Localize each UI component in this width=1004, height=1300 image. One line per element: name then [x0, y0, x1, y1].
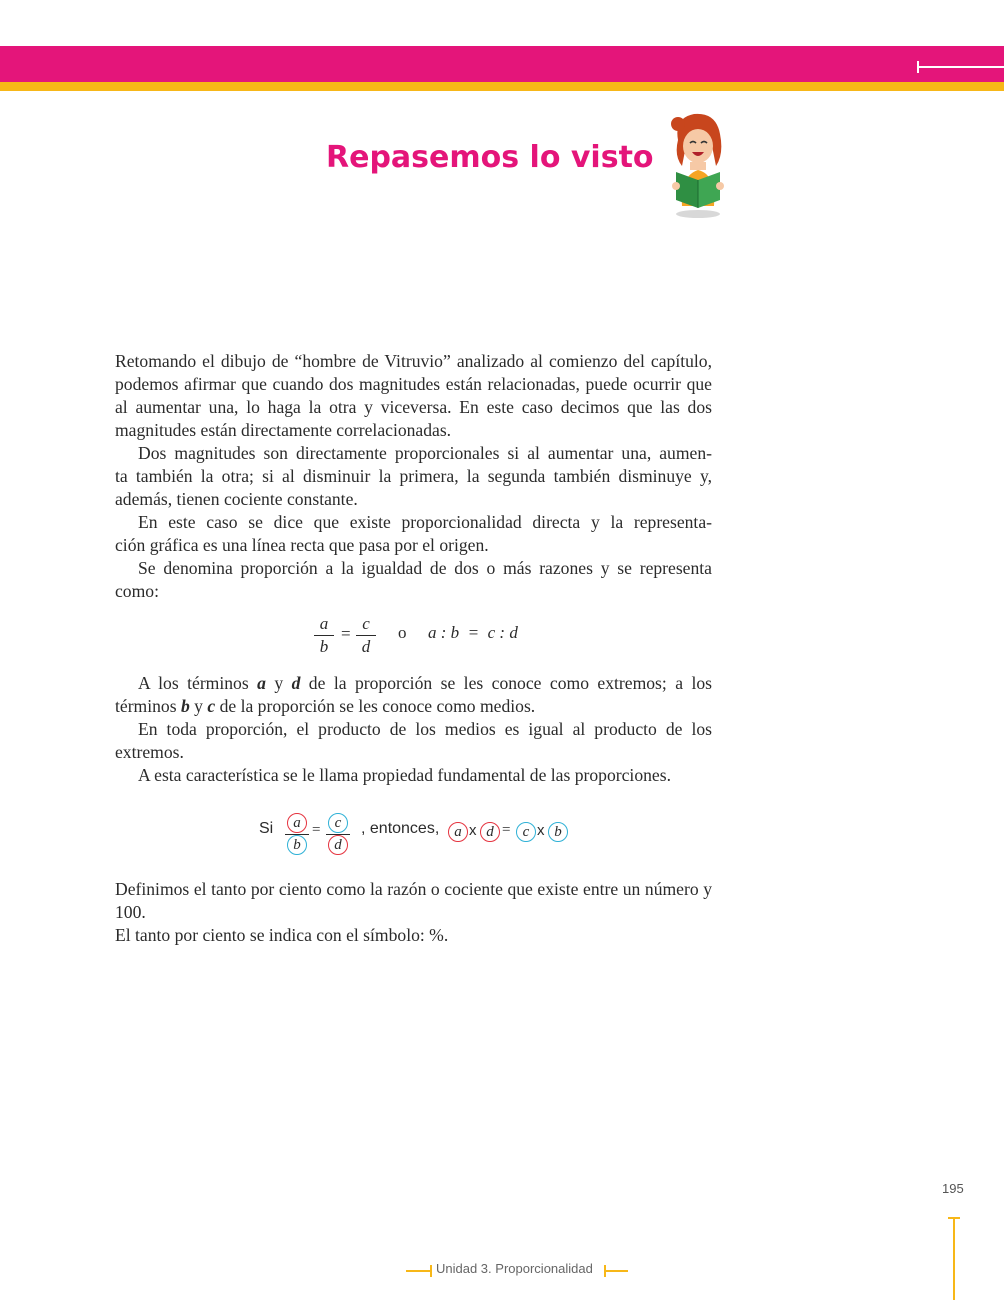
- text-run: A los términos: [138, 673, 258, 693]
- circle-c-blue: c: [516, 822, 536, 842]
- text-run: y: [189, 696, 208, 716]
- times-sign: x: [469, 822, 477, 839]
- footer: [404, 1260, 630, 1280]
- circle-b-blue: b: [548, 822, 568, 842]
- circle-d-red: d: [328, 835, 348, 855]
- terms-text: [115, 672, 712, 787]
- footer-line-left: [406, 1270, 430, 1272]
- paragraph-terminos: [115, 672, 712, 718]
- header-band-yellow: [0, 82, 1004, 91]
- fraction-bar: [356, 635, 376, 636]
- colon-proportion: a : b = c : d: [428, 623, 518, 642]
- term-a: a: [257, 673, 266, 693]
- header-band-tick: [917, 61, 919, 73]
- paragraph-propiedad: A esta característica se le llama propiedad fundamental de las proporciones.: [138, 765, 671, 785]
- paragraph-tanto-por-ciento: Definimos el tanto por ciento como la razón o cociente que existe entre un número y 100.: [115, 879, 712, 922]
- footer-line-right: [604, 1270, 628, 1272]
- proportion-formula: [310, 612, 570, 658]
- term-d: d: [291, 673, 301, 693]
- paragraph-producto: En toda proporción, el producto de los medios es igual al producto de los extremos.: [115, 719, 712, 762]
- paragraph-simbolo: El tanto por ciento se indica con el símbolo: %.: [115, 925, 449, 945]
- equals-sign: =: [341, 624, 351, 643]
- paragraph-proporcionalidad-2: ción gráfica es una línea recta que pasa por el origen.: [115, 535, 489, 555]
- circle-c-blue: c: [328, 813, 348, 833]
- header-band-line: [918, 66, 1004, 68]
- footer-label: [436, 1261, 593, 1276]
- fraction-numerator-c: c: [362, 614, 370, 633]
- paragraph-directas-2: ta también la otra; si al disminuir la primera, la segunda también disminuye y, además, tienen cociente constante.: [115, 466, 712, 509]
- footer-tick-left: [430, 1265, 432, 1277]
- equals-sign: =: [312, 822, 321, 838]
- text-run: y: [265, 673, 292, 693]
- fraction-denominator-b: b: [319, 637, 329, 656]
- circle-a-red: a: [448, 822, 468, 842]
- circle-a-red: a: [287, 813, 307, 833]
- girl-reading-book-icon: [660, 110, 730, 220]
- page-title: Repasemos lo visto: [326, 140, 654, 175]
- intro-text: [115, 350, 712, 603]
- times-sign: x: [537, 822, 545, 839]
- page-number: 195: [942, 1181, 964, 1196]
- circle-b-blue: b: [287, 835, 307, 855]
- fraction-c-d: [356, 614, 376, 657]
- text-run: de la proporción se les conoce como extremos; a los términos: [115, 673, 712, 716]
- footer-unit: Unidad 3.: [436, 1261, 492, 1276]
- term-b: b: [180, 696, 190, 716]
- equals-sign: =: [502, 822, 511, 838]
- header-band-pink: [0, 46, 1004, 82]
- paragraph-vitruvio: Retomando el dibujo de “hombre de Vitruvio” analizado al comienzo del capítulo, podemos afirmar que cuando dos magnitudes están relacionadas, puede ocurrir que al aumentar una, lo haga la otra y viceversa. En este caso decimos que las dos magnitudes están directamente correlacionadas.: [115, 351, 712, 440]
- or-word: o: [398, 623, 407, 642]
- fraction-bar: [314, 635, 334, 636]
- entonces-label: , entonces,: [361, 820, 440, 837]
- fraction-bar: [285, 834, 309, 835]
- fraction-bar: [326, 834, 350, 835]
- paragraph-directas-1: Dos magnitudes son directamente proporcionales si al aumentar una, aumen-: [138, 443, 712, 463]
- footer-topic: Proporcionalidad: [495, 1261, 593, 1276]
- term-c: c: [207, 696, 216, 716]
- text-run: de la proporción se les conoce como medios.: [215, 696, 536, 716]
- circle-d-red: d: [480, 822, 500, 842]
- fraction-a-b: [314, 614, 334, 657]
- si-label: Si: [259, 820, 274, 837]
- fraction-numerator-a: a: [319, 614, 329, 633]
- fraction-denominator-d: d: [361, 637, 371, 656]
- paragraph-proporcion: Se denomina proporción a la igualdad de dos o más razones y se representa como:: [115, 558, 712, 601]
- side-line: [953, 1218, 955, 1300]
- percent-text: [115, 878, 712, 947]
- paragraph-proporcionalidad-1: En este caso se dice que existe proporcionalidad directa y la representa-: [138, 512, 712, 532]
